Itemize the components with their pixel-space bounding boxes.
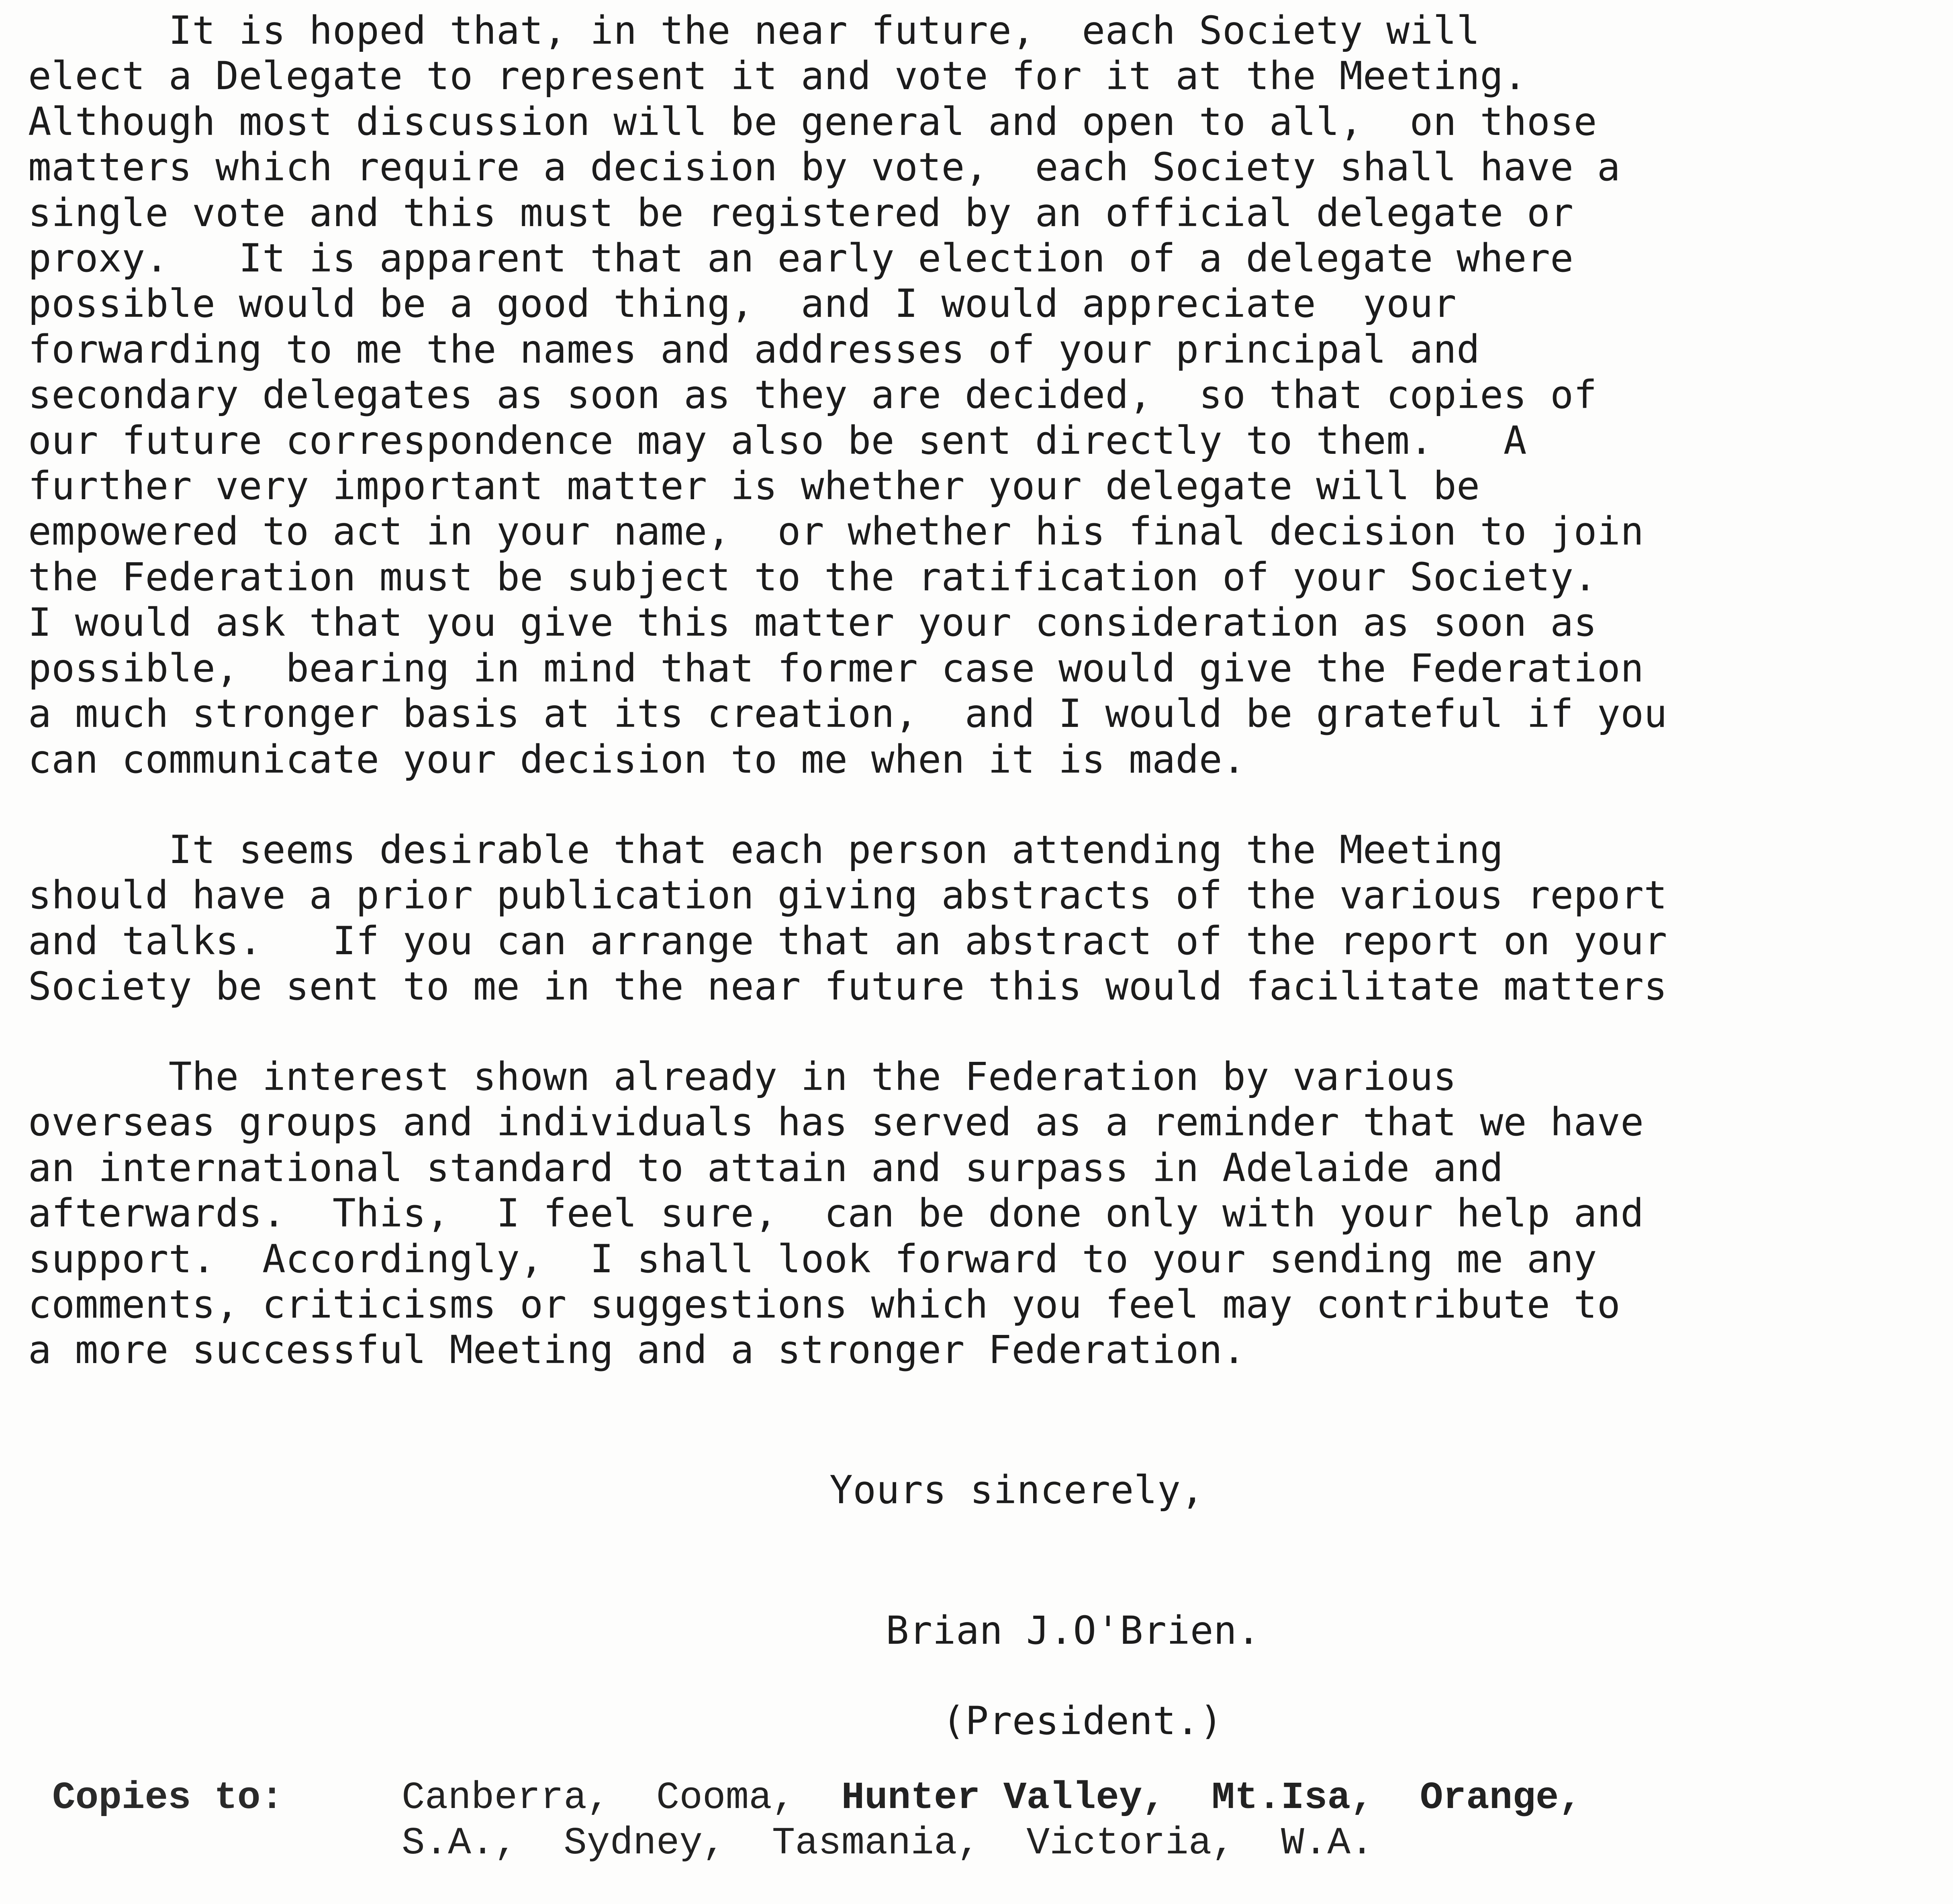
letter-line: support. Accordingly, I shall look forward to your sending me any [28,1236,1597,1282]
signature-title: (President.) [942,1698,1223,1743]
letter-line: can communicate your decision to me when it is made. [28,737,1246,782]
copies-recipients-plain: Canberra, Cooma, [402,1776,842,1820]
letter-line: a more successful Meeting and a stronger Federation. [28,1327,1246,1373]
letter-line: It is hoped that, in the near future, each Society will [28,8,1480,53]
letter-line: the Federation must be subject to the ratification of your Society. [28,554,1597,600]
letter-line: and talks. If you can arrange that an abstract of the report on your [28,918,1667,963]
letter-line: should have a prior publication giving abstracts of the various report [28,873,1667,918]
letter-line: a much stronger basis at its creation, and I would be grateful if you [28,691,1667,737]
letter-line: Society be sent to me in the near future this would facilitate matters [28,964,1667,1009]
letter-paragraph-abstracts [28,827,1924,1010]
letter-line: comments, criticisms or suggestions which you feel may contribute to [28,1282,1621,1327]
letter-line: forwarding to me the names and addresses of your principal and [28,327,1480,372]
letter-line: matters which require a decision by vote, each Society shall have a [28,145,1621,190]
copies-recipients [402,1775,1582,1866]
letter-line: afterwards. This, I feel sure, can be done only with your help and [28,1191,1644,1236]
letter-line: possible, bearing in mind that former case would give the Federation [28,645,1644,691]
letter-paragraph-interest [28,1054,1924,1373]
letter-line: overseas groups and individuals has served as a reminder that we have [28,1100,1644,1145]
copies-label: Copies to: [52,1776,284,1820]
copies-recipients-bold: Hunter Valley, Mt.Isa, Orange, [841,1776,1582,1820]
letter-line: an international standard to attain and surpass in Adelaide and [28,1145,1504,1190]
letter-line: single vote and this must be registered by an official delegate or [28,190,1574,235]
closing-salutation: Yours sincerely, [829,1467,1204,1512]
letter-line: secondary delegates as soon as they are decided, so that copies of [28,372,1597,418]
copies-line [402,1775,1582,1820]
letter-line: further very important matter is whether your delegate will be [28,463,1480,509]
letter-line: possible would be a good thing, and I would appreciate your [28,281,1457,327]
letter-line: our future correspondence may also be sent directly to them. A [28,418,1527,463]
letter-line: It seems desirable that each person attending the Meeting [28,827,1504,872]
copies-line: S.A., Sydney, Tasmania, Victoria, W.A. [402,1821,1374,1865]
letter-line: I would ask that you give this matter your consideration as soon as [28,600,1597,645]
letter-line: empowered to act in your name, or whether his final decision to join [28,509,1644,554]
signature-name: Brian J.O'Brien. [886,1608,1260,1653]
letter-line: elect a Delegate to represent it and vote for it at the Meeting. [28,53,1527,99]
letter-line: Although most discussion will be general and open to all, on those [28,99,1597,144]
letter-paragraph-delegates [28,8,1924,782]
letter-line: The interest shown already in the Federation by various [28,1054,1457,1099]
letter-line: proxy. It is apparent that an early election of a delegate where [28,236,1574,281]
